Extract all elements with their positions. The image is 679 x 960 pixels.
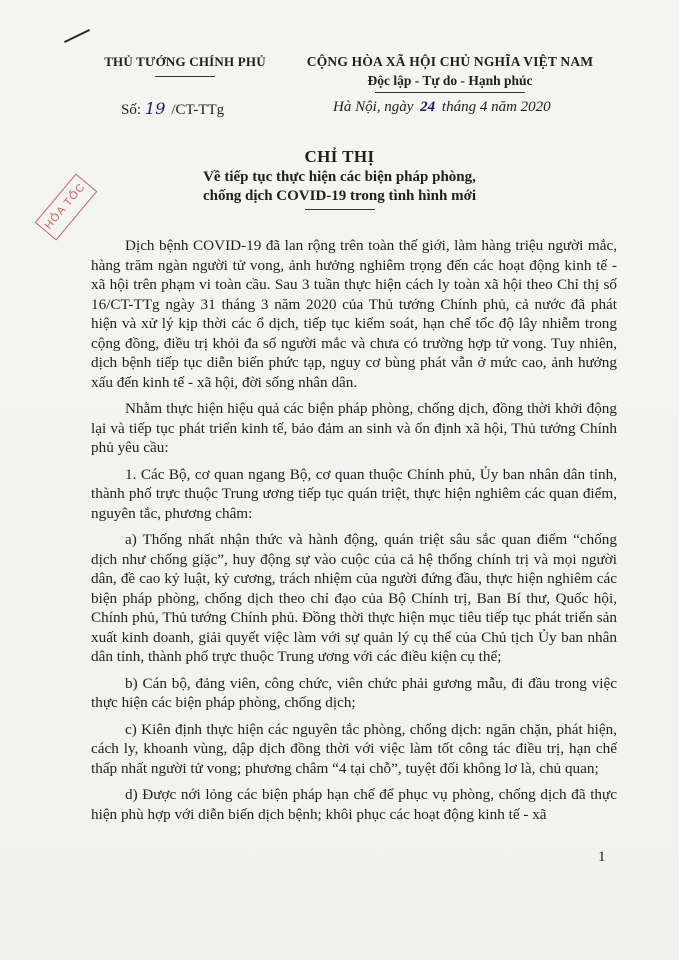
paragraph: d) Được nới lỏng các biện pháp hạn chế để phục vụ phòng, chống dịch đã thực hiện phù hợp với diễn biến dịch bệnh; khôi phục các hoạt động kinh tế - xã xyxy=(91,786,617,823)
title-line-1: Về tiếp tục thực hiện các biện pháp phòng, xyxy=(203,169,476,185)
document-date xyxy=(333,99,551,116)
date-prefix: Hà Nội, ngày xyxy=(333,99,414,115)
paragraph: Dịch bệnh COVID-19 đã lan rộng trên toàn thế giới, làm hàng triệu người mắc, hàng trăm ngàn người tử vong, ảnh hưởng nghiêm trọng đến các hoạt động kinh tế - xã hội trên phạm vi toàn cầu. Sau 3 tuần thực hiện cách ly toàn xã hội theo Chỉ thị số 16/CT-TTg ngày 31 tháng 3 năm 2020 của Thủ tướng Chính phủ, cả nước đã phát hiện và xử lý kịp thời các ổ dịch, tiếp tục kiểm soát, hạn chế tốc độ lây nhiễm trong cộng đồng, điều trị khỏi đa số người mắc và chưa có trường hợp tử vong. Tuy nhiên, dịch bệnh tiếp tục diễn biến phức tạp, nguy cơ bùng phát vẫn ở mức cao, ảnh hưởng xấu đến kinh tế - xã hội, đời sống nhân dân. xyxy=(91,237,617,391)
nation-name: CỘNG HÒA XÃ HỘI CHỦ NGHĨA VIỆT NAM xyxy=(306,54,594,69)
paragraph: Nhằm thực hiện hiệu quả các biện pháp phòng, chống dịch, đồng thời khởi động lại và tiếp tục phát triển kinh tế, bảo đảm an sinh và ổn định xã hội, Thủ tướng Chính phủ yêu cầu: xyxy=(91,400,617,456)
date-day-handwritten: 24 xyxy=(420,99,436,115)
document-title xyxy=(0,147,679,210)
paragraph: a) Thống nhất nhận thức và hành động, quán triệt sâu sắc quan điểm “chống dịch như chống giặc”, huy động sự vào cuộc của cả hệ thống chính trị và mọi người dân, đề cao kỷ luật, kỷ cương, trách nhiệm của người đứng đầu, thực hiện nghiêm các biện pháp phòng, chống dịch theo chỉ đạo của Bộ Chính trị, Ban Bí thư, Quốc hội, Chính phủ, Thủ tướng Chính phủ. Đồng thời thực hiện mục tiêu tiếp tục phát triển sản xuất kinh doanh, giải quyết việc làm với sự quản lý cụ thể của Chủ tịch Ủy ban nhân dân tỉnh, thành phố trực thuộc Trung ương với các điều kiện cụ thể; xyxy=(91,531,617,665)
paragraph: c) Kiên định thực hiện các nguyên tắc phòng, chống dịch: ngăn chặn, phát hiện, cách ly, khoanh vùng, dập dịch đồng thời với việc làm tốt công tác điều trị, hạn chế thấp nhất người tử vong; phương châm “4 tại chỗ”, tuyệt đối không lơ là, chủ quan; xyxy=(91,720,617,777)
title-heading: CHỈ THỊ xyxy=(304,147,375,166)
title-line-2: chống dịch COVID-19 trong tình hình mới xyxy=(202,188,477,204)
paragraph: b) Cán bộ, đảng viên, công chức, viên chức phải gương mẫu, đi đầu trong việc thực hiện các biện pháp phòng, chống dịch; xyxy=(91,674,617,711)
national-motto: Độc lập - Tự do - Hạnh phúc xyxy=(367,73,533,88)
motto-underline xyxy=(375,92,525,93)
doc-number-handwritten: 19 xyxy=(145,99,166,118)
document-body xyxy=(91,236,617,824)
doc-number-prefix: Số: xyxy=(121,102,142,118)
urgent-stamp: HỎA TỐC xyxy=(35,173,98,240)
document-number xyxy=(121,99,224,119)
issuing-org: THỦ TƯỚNG CHÍNH PHỦ xyxy=(104,54,266,69)
title-underline xyxy=(305,209,375,210)
national-header xyxy=(300,54,600,93)
pen-mark xyxy=(64,29,90,43)
org-underline xyxy=(155,76,215,77)
paragraph: 1. Các Bộ, cơ quan ngang Bộ, cơ quan thuộc Chính phủ, Ủy ban nhân dân tỉnh, thành phố trực thuộc Trung ương tiếp tục quán triệt, thực hiện nghiêm các quan điểm, nguyên tắc, phương châm: xyxy=(91,465,617,522)
date-suffix: tháng 4 năm 2020 xyxy=(441,99,551,115)
page-number: 1 xyxy=(598,849,606,865)
doc-number-suffix: /CT-TTg xyxy=(171,102,225,118)
issuing-org-header xyxy=(90,54,280,77)
